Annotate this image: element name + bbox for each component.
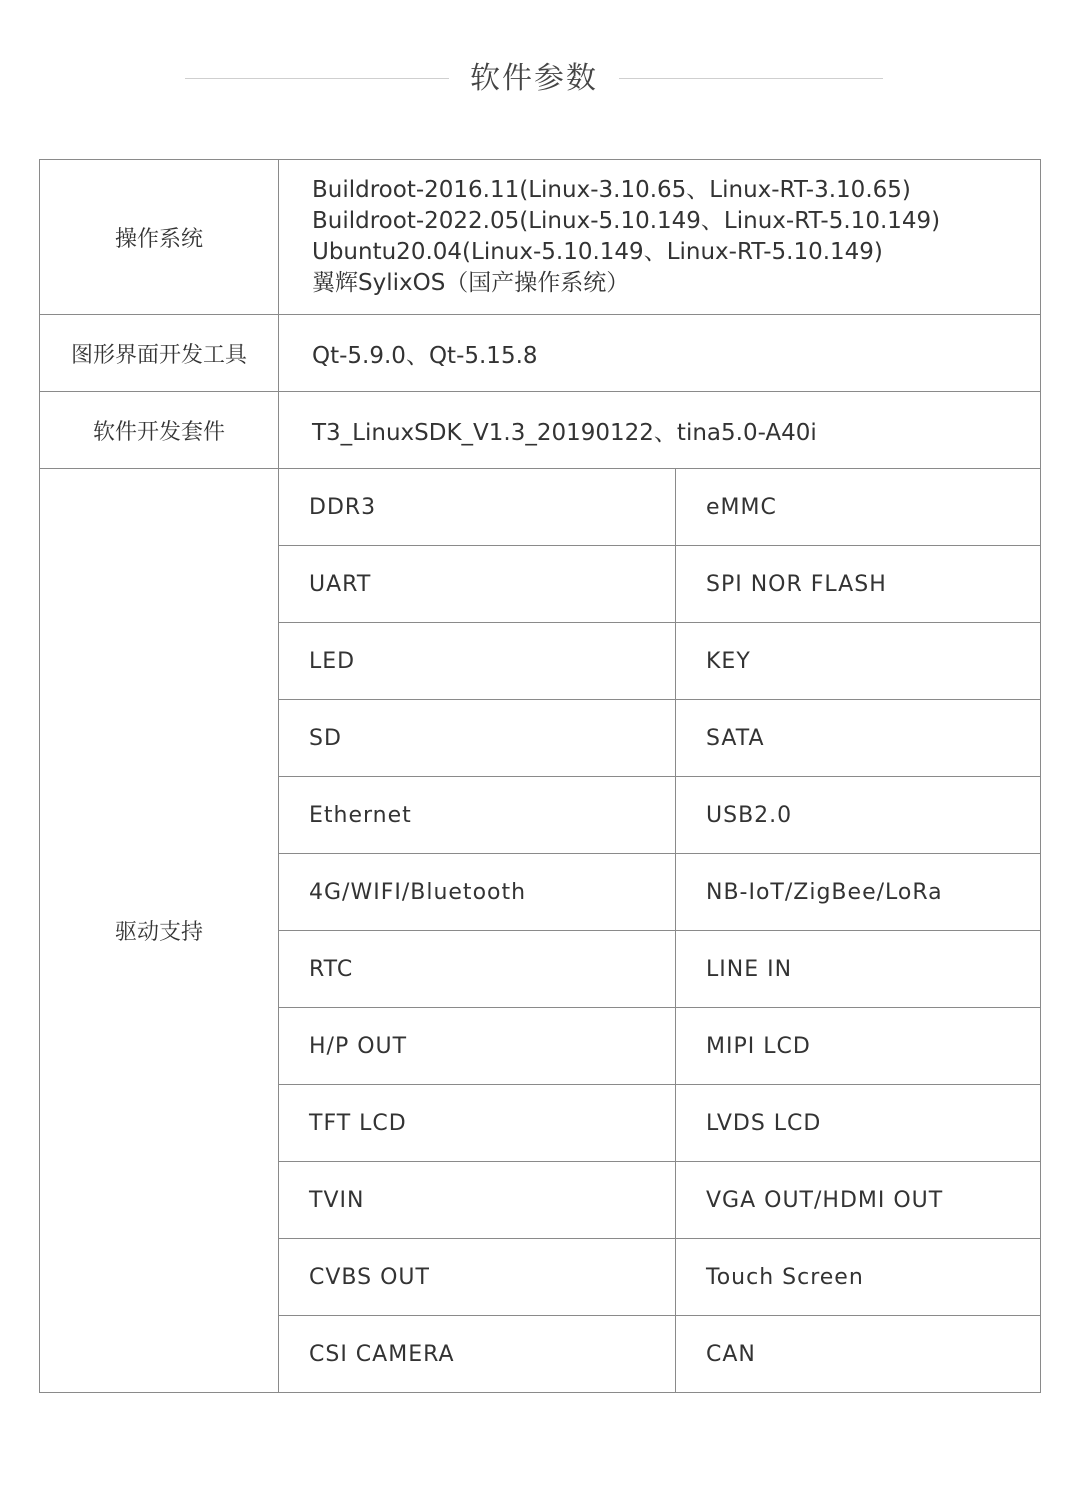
os-line: 翼辉SylixOS（国产操作系统） <box>312 270 630 296</box>
driver-row <box>40 469 1041 546</box>
driver-item: CSI CAMERA <box>279 1316 676 1393</box>
driver-item: 4G/WIFI/Bluetooth <box>279 854 676 931</box>
row-os <box>40 160 1041 315</box>
driver-item: TFT LCD <box>279 1085 676 1162</box>
driver-item: eMMC <box>676 469 1041 546</box>
section-header <box>0 52 1080 106</box>
driver-item: DDR3 <box>279 469 676 546</box>
driver-item: TVIN <box>279 1162 676 1239</box>
driver-item: CVBS OUT <box>279 1239 676 1316</box>
drivers-label: 驱动支持 <box>40 469 279 1393</box>
driver-item: VGA OUT/HDMI OUT <box>676 1162 1041 1239</box>
driver-item: SPI NOR FLASH <box>676 546 1041 623</box>
spec-table <box>39 159 1041 1393</box>
driver-item: CAN <box>676 1316 1041 1393</box>
driver-item: LINE IN <box>676 931 1041 1008</box>
gui-value: Qt-5.9.0、Qt-5.15.8 <box>279 315 1041 392</box>
driver-item: LVDS LCD <box>676 1085 1041 1162</box>
title-divider-right <box>619 78 883 79</box>
driver-item: LED <box>279 623 676 700</box>
driver-item: SD <box>279 700 676 777</box>
driver-item: Touch Screen <box>676 1239 1041 1316</box>
driver-item: NB-IoT/ZigBee/LoRa <box>676 854 1041 931</box>
os-value <box>279 160 1041 315</box>
os-line: Buildroot-2022.05(Linux-5.10.149、Linux-RT-5.10.149) <box>312 208 941 234</box>
os-line: Buildroot-2016.11(Linux-3.10.65、Linux-RT-3.10.65) <box>312 177 911 203</box>
driver-item: MIPI LCD <box>676 1008 1041 1085</box>
gui-label: 图形界面开发工具 <box>40 315 279 392</box>
title-divider-left <box>185 78 449 79</box>
driver-item: USB2.0 <box>676 777 1041 854</box>
page-title: 软件参数 <box>470 61 598 96</box>
driver-item: H/P OUT <box>279 1008 676 1085</box>
driver-item: UART <box>279 546 676 623</box>
sdk-value: T3_LinuxSDK_V1.3_20190122、tina5.0-A40i <box>279 392 1041 469</box>
sdk-label: 软件开发套件 <box>40 392 279 469</box>
driver-item: RTC <box>279 931 676 1008</box>
row-sdk <box>40 392 1041 469</box>
driver-item: SATA <box>676 700 1041 777</box>
os-line: Ubuntu20.04(Linux-5.10.149、Linux-RT-5.10.149) <box>312 239 883 265</box>
os-label: 操作系统 <box>40 160 279 315</box>
driver-item: Ethernet <box>279 777 676 854</box>
row-gui <box>40 315 1041 392</box>
driver-item: KEY <box>676 623 1041 700</box>
